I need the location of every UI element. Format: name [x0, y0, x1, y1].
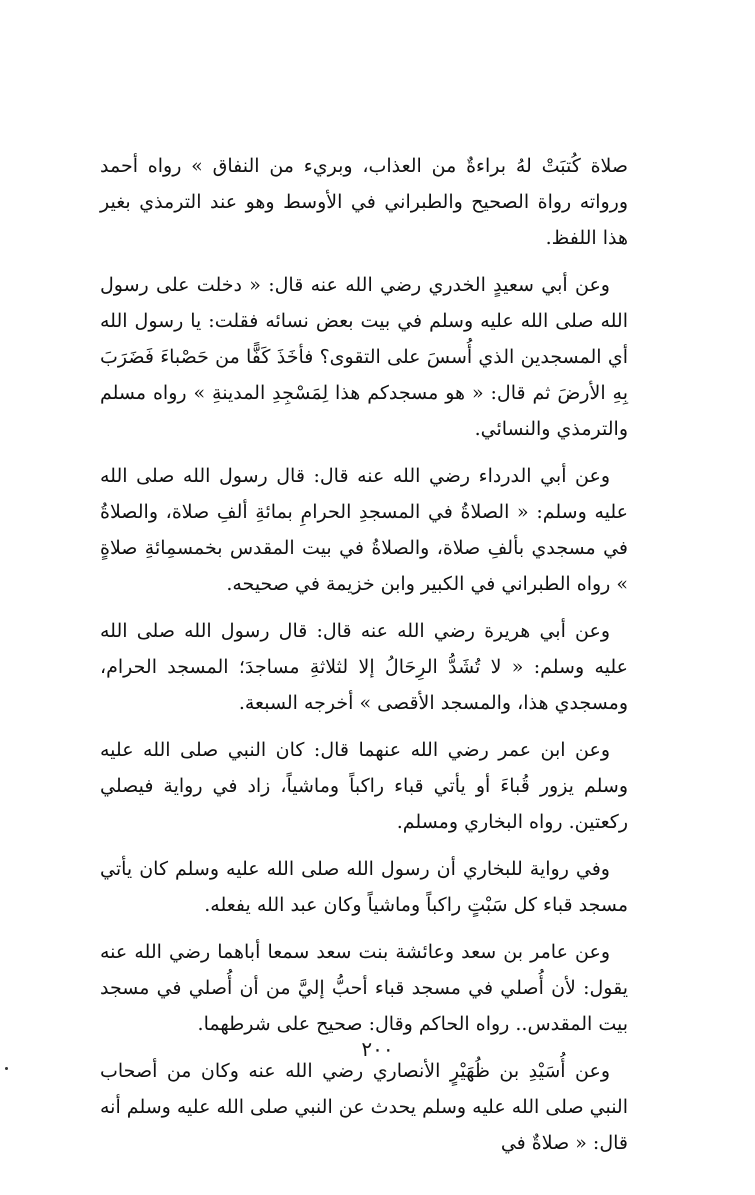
paragraph-abu-hurairah: وعن أبي هريرة رضي الله عنه قال: قال رسول الله صلى الله عليه وسلم: « لا تُشَدُّ الرِحَالُ إلا لثلاثةِ مساجدَ؛ المسجد الحرام، ومسجدي هذا، والمسجد الأقصى » أخرجه السبعة.	[100, 620, 628, 714]
paragraph-usayd: وعن أُسَيْدِ بن ظُهَيْرٍ الأنصاري رضي الله عنه وكان من أصحاب النبي صلى الله عليه وسلم يحدث عن النبي صلى الله عليه وسلم أنه قال: « صلاةٌ في	[100, 1060, 628, 1154]
paragraph-bukhari-narration: وفي رواية للبخاري أن رسول الله صلى الله عليه وسلم كان يأتي مسجد قباء كل سَبْتٍ راكباً وماشياً وكان عبد الله يفعله.	[100, 858, 628, 916]
page-number: ٢٠٠	[361, 1037, 394, 1061]
paragraph-abu-said: وعن أبي سعيدٍ الخدري رضي الله عنه قال: « دخلت على رسول الله صلى الله عليه وسلم في بيت بعض نسائه فقلت: يا رسول الله أي المسجدين الذي أُسسَ على التقوى؟ فأخَذَ كَفًّا من حَصْباءَ فَضَرَبَ بِهِ الأرضَ ثم قال: « هو مسجدكم هذا لِمَسْجِدِ المدينةِ » رواه مسلم والترمذي والنسائي.	[100, 274, 628, 440]
margin-mark	[5, 1067, 8, 1070]
paragraph-abu-darda: وعن أبي الدرداء رضي الله عنه قال: قال رسول الله صلى الله عليه وسلم: « الصلاةُ في المسجدِ الحرامِ بمائةِ ألفِ صلاة، والصلاةُ في مسجدي بألفِ صلاة، والصلاةُ في بيت المقدس بخمسمِائةِ صلاةٍ » رواه الطبراني في الكبير وابن خزيمة في صحيحه.	[100, 465, 628, 595]
paragraph-continuation: صلاة كُتبَتْ لهُ براءةٌ من العذاب، وبريء من النفاق » رواه أحمد ورواته رواة الصحيح والطبراني في الأوسط وهو عند الترمذي بغير هذا اللفظ.	[100, 155, 628, 249]
paragraph-ibn-umar: وعن ابن عمر رضي الله عنهما قال: كان النبي صلى الله عليه وسلم يزور قُباءَ أو يأتي قباء راكباً وماشياً، زاد في رواية فيصلي ركعتين. رواه البخاري ومسلم.	[100, 739, 628, 833]
page-body-text	[100, 148, 628, 1161]
paragraph-amir-ibn-saad: وعن عامر بن سعد وعائشة بنت سعد سمعا أباهما رضي الله عنه يقول: لأن أُصلي في مسجد قباء أحبُّ إليَّ من أن أُصلي في مسجد بيت المقدس.. رواه الحاكم وقال: صحيح على شرطهما.	[100, 941, 628, 1035]
